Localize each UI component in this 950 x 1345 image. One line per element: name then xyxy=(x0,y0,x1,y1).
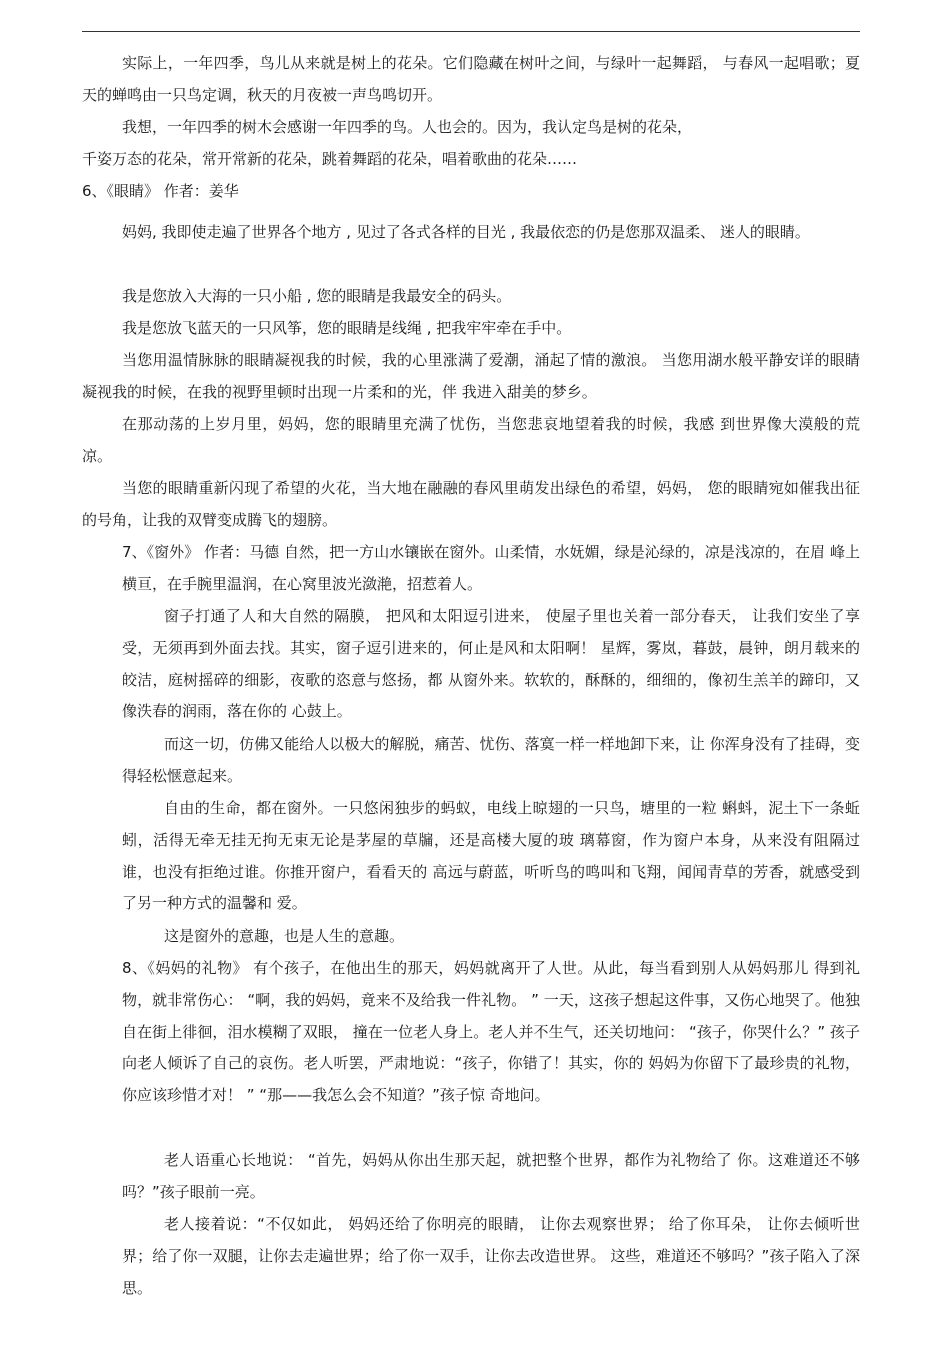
paragraph-thanks-birds: 我想，一年四季的树木会感谢一年四季的鸟。人也会的。因为，我认定鸟是树的花朵， xyxy=(122,118,693,136)
paragraph-eyes-intro: 妈妈, 我即使走遍了世界各个地方 , 见过了各式各样的目光 , 我最依恋的仍是您那双温柔、 迷人的眼睛。 xyxy=(122,223,810,241)
paragraph-sorrow: 在那动荡的上岁月里，妈妈，您的眼睛里充满了忧伤，当您悲哀地望着我的时候，我感 到世界像大漠般的荒凉。 xyxy=(82,415,860,465)
paragraph-old-man-says: 老人语重心长地说： “首先，妈妈从你出生那天起，就把整个世界，都作为礼物给了 你。这难道还不够吗？”孩子眼前一亮。 xyxy=(122,1151,860,1201)
section-heading-window: 7、《窗外》 作者：马德 自然，把一方山水镶嵌在窗外。山柔情，水妩媚，绿是沁绿的，凉是浅凉的，在眉 峰上横亘，在手腕里温润，在心窝里波光潋滟，招惹着人。 xyxy=(122,543,860,593)
paragraph-window-interest: 这是窗外的意趣，也是人生的意趣。 xyxy=(164,927,405,945)
section-heading-eyes: 6、《眼睛》 作者：姜华 xyxy=(82,182,239,200)
paragraph-window-opens: 窗子打通了人和大自然的隔膜， 把风和太阳逗引进来， 使屋子里也关着一部分春天， 让我们安坐了享受，无须再到外面去找。其实，窗子逗引进来的，何止是风和太阳啊！ 星辉，雾岚，暮鼓，晨钟，朗月载来的皎洁，庭树摇碎的细影，夜歌的恣意与悠扬，都 从窗外来。软软的，酥酥的，细细的，像初生羔羊的蹄印，又像泆春的润雨，落在你的 心鼓上。 xyxy=(122,607,860,721)
paragraph-birds-flowers: 实际上，一年四季，鸟儿从来就是树上的花朵。它们隐藏在树叶之间，与绿叶一起舞蹈， 与春风一起唱歌；夏天的蝉鸣由一只鸟定调，秋天的月夜被一声鸟鸣切开。 xyxy=(82,54,860,104)
paragraph-flowers-list: 千姿万态的花朵，常开常新的花朵，跳着舞蹈的花朵，唱着歌曲的花朵…… xyxy=(82,150,578,168)
paragraph-kite: 我是您放飞蓝天的一只风筝，您的眼睛是线绳 , 把我牢牢牵在手中。 xyxy=(122,319,572,337)
paragraph-boat: 我是您放入大海的一只小船 , 您的眼睛是我最安全的码头。 xyxy=(122,287,512,305)
header-rule xyxy=(82,31,860,32)
paragraph-free-life: 自由的生命，都在窗外。一只悠闲独步的蚂蚁，电线上晾翅的一只鸟，塘里的一粒 蝌蚪，泥土下一条蚯蚓，活得无牵无挂无拘无束无论是茅屋的草牖，还是高楼大厦的玻 璃幕窗，作为窗户本身，从来没有阻隔过谁，也没有拒绝过谁。你推开窗户，看看天的 高远与蔚蓝，听听鸟的鸣叫和飞翔，闻闻青草的芳香，就感受到了另一种方式的温馨和 爱。 xyxy=(122,799,860,913)
paragraph-relief: 而这一切，仿佛又能给人以极大的解脱，痛苦、忧伤、落寞一样一样地卸下来，让 你浑身没有了挂碍，变得轻松惬意起来。 xyxy=(122,735,860,785)
section-heading-gift: 8、《妈妈的礼物》 有个孩子，在他出生的那天，妈妈就离开了人世。从此，每当看到别人从妈妈那儿 得到礼物，就非常伤心： “啊，我的妈妈，竟来不及给我一件礼物。 ” 一天，这孩子想起这件事，又伤心地哭了。他独自在街上徘徊，泪水模糊了双眼， 撞在一位老人身上。老人并不生气，还关切地问： “孩子，你哭什么？” 孩子向老人倾诉了自己的哀伤。老人听罢，严肃地说：“孩子，你错了！其实，你的 妈妈为你留下了最珍贵的礼物，你应该珍惜才对！ ” “那——我怎么会不知道？”孩子惊 奇地问。 xyxy=(122,959,860,1105)
paragraph-old-man-continues: 老人接着说：“不仅如此， 妈妈还给了你明亮的眼睛， 让你去观察世界； 给了你耳朵， 让你去倾听世界；给了你一双腿，让你去走遍世界；给了你一双手，让你去改造世界。 这些，难道还不够吗？”孩子陷入了深思。 xyxy=(122,1215,860,1297)
paragraph-gaze: 当您用温情脉脉的眼睛凝视我的时候，我的心里涨满了爱潮，涌起了情的激浪。 当您用湖水般平静安详的眼睛凝视我的时候，在我的视野里顿时出现一片柔和的光，伴 我进入甜美的梦乡。 xyxy=(82,351,860,401)
paragraph-hope: 当您的眼睛重新闪现了希望的火花，当大地在融融的春风里萌发出绿色的希望，妈妈， 您的眼睛宛如催我出征的号角，让我的双臂变成腾飞的翅膀。 xyxy=(82,479,860,529)
